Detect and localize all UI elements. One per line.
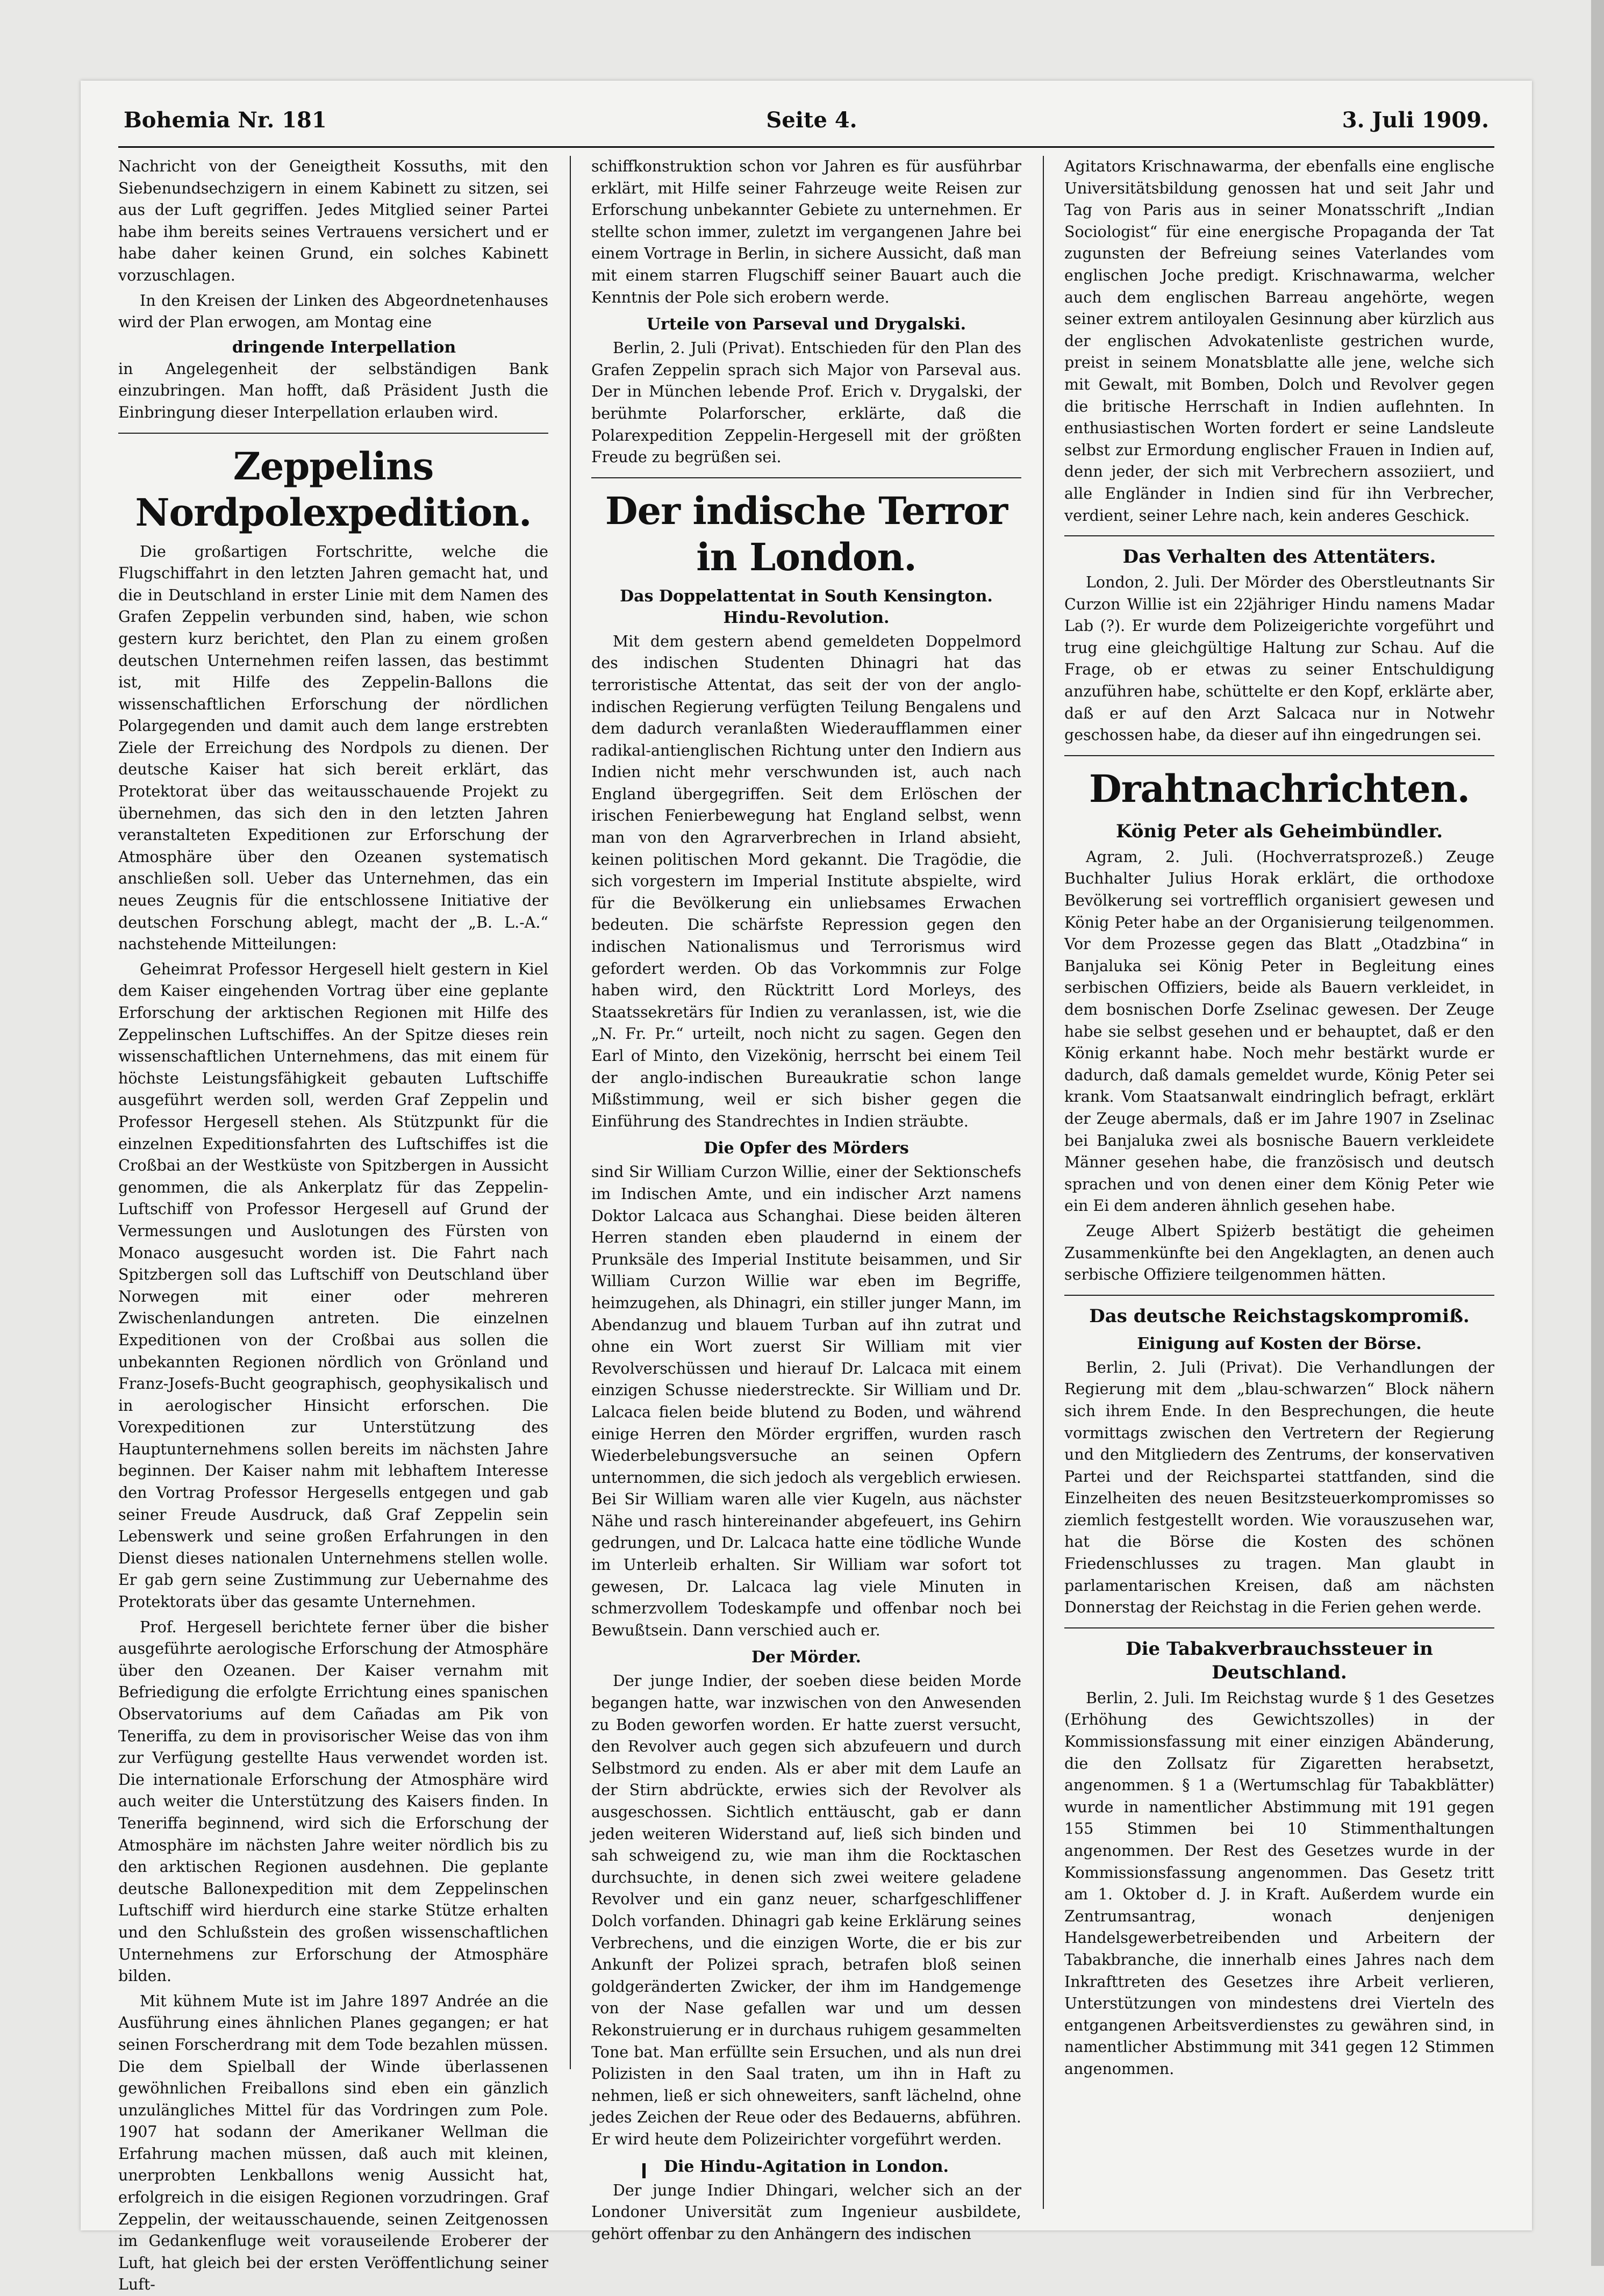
section-rule <box>118 433 548 434</box>
paragraph: Berlin, 2. Juli (Privat). Die Verhandlungen der Regierung mit dem „blau-schwarzen“ Block nähern sich ihrem Ende. In den Besprechungen, die heute vormittags zwischen den Vertretern der Regierung und den Mitgliedern des Zentrums, der konservativen Partei und der Reichspartei stattfanden, sind die Einzelheiten des neuen Besitzsteuerkompromisses so ziemlich festgestellt worden. Wie vorauszusehen war, hat die Börse die Kosten des schönen Friedenschlusses zu tragen. Man glaubt in parlamentarischen Kreisen, daß am nächsten Donnerstag der Reichstag in die Ferien gehen werde. <box>1064 1358 1494 1617</box>
issue-date: 3. Juli 1909. <box>1342 107 1489 133</box>
subheading: Das Verhalten des Attentäters. <box>1122 546 1436 568</box>
section-rule <box>591 477 1021 478</box>
paragraph: Nachricht von der Geneigtheit Kossuths, mit den Siebenundsechzigern in einem Kabinett zu sitzen, sei aus der Luft gegriffen. Jedes Mitglied seiner Partei habe ihm bereits seines Vertrauens versichert und er habe daher keinen Grund, ein solches Kabinett vorzuschlagen. <box>118 157 548 284</box>
paragraph: Mit dem gestern abend gemeldeten Doppelmord des indischen Studenten Dhinagri hat das terroristische Attentat, das seit der von der anglo-indischen Regierung verfügten Teilung Bengalens und dem dadurch veranlaßten Wiederaufflammen einer radikal-antienglischen Richtung unter den Indiern aus Indien nicht mehr verschwunden ist, auch nach England übergegriffen. Seit dem Erlöschen der irischen Fenierbewegung hat England selbst, wenn man von den Agrarverbrechen in Irland absieht, keinen politischen Mord gekannt. Die Tragödie, die sich vorgestern im Imperial Institute abspielte, wird für die Bevölkerung ein unliebsames Erwachen bedeuten. Die schärfste Repression gegen den indischen Nationalismus und Terrorismus wird gefordert werden. Ob das Vorkommnis zur Folge haben wird, den Rücktritt Lord Morleys, des Staatssekretärs für Indien zu veranlassen, ist, wie die „N. Fr. Pr.“ urteilt, noch nicht zu sagen. Gegen den Earl of Minto, den Vizekönig, herrscht bei einem Teil der anglo-indischen Bureaukratie schon lange Mißstimmung, weil er sich bisher gegen die Einführung des Standrechtes in Indien sträubte. <box>591 632 1021 1130</box>
paragraph: schiffkonstruktion schon vor Jahren es für ausführbar erklärt, mit Hilfe seiner Fahrzeuge weite Reisen zur Erforschung unbekannter Gebiete zu unternehmen. Er stellte schon immer, zuletzt im vergangenen Jahre bei einem Vortrage in Berlin, in sichere Aussicht, daß man mit einem starren Flugschiff seiner Bauart auch die Kenntnis der Pole sich erobern werde. <box>591 157 1021 306</box>
section-rule <box>1064 1627 1494 1628</box>
column-3 <box>1064 156 1494 2198</box>
paragraph: Mit kühnem Mute ist im Jahre 1897 Andrée an die Ausführung eines ähnlichen Planes gegangen; er hat seinen Forscherdrang mit dem Tode bezahlen müssen. Die dem Spielball der Winde überlassenen gewöhnlichen Freiballons sind eben ein gänzlich unzulängliches Mittel für das Vordringen zum Pole. 1907 hat sodann der Amerikaner Wellman die Erfahrung machen müssen, daß auch mit kleinen, unerprobten Lenkballons wenig Aussicht hat, erfolgreich in die eisigen Regionen vorzudringen. Graf Zeppelin, der weitausschauende, seinen Zeitgenossen im Gedankenfluge weit vorauseilende Eroberer der Luft, hat gleich bei der ersten Veröffentlichung seiner Luft- <box>118 1992 548 2294</box>
headline-indian-terror: Der indische Terror in London. <box>605 488 1008 579</box>
paragraph: Die großartigen Fortschritte, welche die Flugschiffahrt in den letzten Jahren gemacht hat, und die in Deutschland in erster Linie mit dem Namen des Grafen Zeppelin verbunden sind, haben, wie schon gestern kurz berichtet, den Plan zu einem großen deutschen Unternehmen reifen lassen, das bestimmt ist, mit Hilfe des Zeppelin-Ballons die wissenschaftlichen Erforschung der nördlichen Polargegenden und damit auch dem lange erstrebten Ziele der Erreichung des Nordpols zu dienen. Der deutsche Kaiser hat sich bereit erklärt, das Protektorat über das weitausschauende Projekt zu übernehmen, das sich den in den letzten Jahren veranstalteten Expeditionen zur Erforschung der Atmosphäre über den Ozeanen systematisch anschließen soll. Ueber das Unternehmen, das ein neues Zeugnis für die entschlossene Initiative der deutschen Forschung ablegt, macht der „B. L.-A.“ nachstehende Mitteilungen: <box>118 542 548 953</box>
section-rule <box>1064 535 1494 536</box>
page-header <box>124 107 1489 145</box>
paragraph: sind Sir William Curzon Willie, einer der Sektionschefs im Indischen Amte, und ein indischer Arzt namens Doktor Lalcaca aus Schanghai. Diese beiden älteren Herren standen eben plaudernd in einem der Prunksäle des Imperial Institute beisammen, und Sir William Curzon Willie war eben im Begriffe, heimzugehen, als Dhinagri, ein stiller junger Mann, im Abendanzug und blauem Turban auf ihn zutrat und ohne ein Wort zuerst Sir William mit vier Revolverschüssen und hierauf Dr. Lalcaca mit einem einzigen Schusse niederstreckte. Sir William und Dr. Lalcaca fielen beide blutend zu Boden, und während einige Herren den Mörder ergriffen, wurden rasch Wiederbelebungsversuche an seinen Opfern unternommen, die sich jedoch als vergeblich erwiesen. Bei Sir William waren alle vier Kugeln, aus nächster Nähe und rasch hintereinander abgefeuert, ins Gehirn gedrungen, und Dr. Lalcaca hatte eine tödliche Wunde im Unterleib erhalten. Sir William war sofort tot gewesen, Dr. Lalcaca lag viele Minuten in schmerzvollem Todeskampfe und offenbar noch bei Bewußtsein. Dann verschied auch er. <box>591 1163 1021 1639</box>
subheading: Die Tabakverbrauchssteuer in Deutschland. <box>1126 1638 1433 1683</box>
paragraph: London, 2. Juli. Der Mörder des Oberstleutnants Sir Curzon Willie ist ein 22jähriger Hindu namens Madar Lab (?). Er wurde dem Polizeigerichte vorgeführt und trug eine gleichgültige Haltung zur Schau. Auf die Frage, ob er etwas zu seiner Entschuldigung anzuführen habe, schüttelte er den Kopf, erklärte aber, daß er auf den Arzt Salcaca nur in Notwehr geschossen habe, da dieser auf ihn eingedrungen sei. <box>1064 573 1494 744</box>
issue-number: Bohemia Nr. 181 <box>124 107 327 133</box>
paragraph: Geheimrat Professor Hergesell hielt gestern in Kiel dem Kaiser eingehenden Vortrag über eine geplante Erforschung der arktischen Regionen mit Hilfe des Zeppelinschen Luftschiffes. An der Spitze dieses rein wissenschaftlichen Unternehmens, das mit einem für höchste Leistungsfähigkeit gebauten Luftschiffe ausgeführt werden soll, werden Graf Zeppelin und Professor Hergesell stehen. Als Stützpunkt für die einzelnen Expeditionsfahrten des Luftschiffes ist die Croßbai an der Westküste von Spitzbergen in Aussicht genommen, die als Ankerplatz für das Zeppelin-Luftschiff von Professor Hergesell auf Grund der Vermessungen und Auslotungen des Fürsten von Monaco ausgesucht worden ist. Die Fahrt nach Spitzbergen soll das Luftschiff von Deutschland über Norwegen mit einer oder mehreren Zwischenlandungen antreten. Die einzelnen Expeditionen von der Croßbai aus sollen die unbekannten Regionen nördlich von Grönland und Franz-Josefs-Bucht geographisch, geophysikalisch und in aerologischer Hinsicht erforschen. Die Vorexpeditionen zur Unterstützung des Hauptunternehmens sollen bereits im nächsten Jahre beginnen. Der Kaiser nahm mit lebhaftem Interesse den Vortrag Professor Hergesells entgegen und gab seiner Freude Ausdruck, daß Graf Zeppelin sein Lebenswerk und seine großen Erfahrungen in den Dienst dieses nationalen Unternehmens stellen wolle. Er gab gern seine Zustimmung zur Uebernahme des Protektorats über das gesamte Unternehmen. <box>118 960 548 1611</box>
paragraph: Prof. Hergesell berichtete ferner über die bisher ausgeführte aerologische Erforschung der Atmosphäre über den Ozeanen. Der Kaiser vernahm mit Befriedigung die erfolgte Errichtung eines spanischen Observatoriums auf dem Cañadas am Pik von Teneriffa, zu dem in provisorischer Weise das von ihm zur Verfügung gestellte Haus verwendet worden ist. Die internationale Erforschung der Atmosphäre wird auch weiter die Unterstützung des Kaisers finden. In Teneriffa beginnend, wird sich die Erforschung der Atmosphäre im nächsten Jahre weiter nördlich bis zu den arktischen Regionen ausdehnen. Die geplante deutsche Ballonexpedition mit dem Zeppelinschen Luftschiff wird hierdurch eine starke Stütze erhalten und den Schlußstein des großen wissenschaftlichen Unternehmens zur Erforschung der Atmosphäre bilden. <box>118 1618 548 1985</box>
print-mark <box>642 2163 646 2178</box>
headline-wire-news: Drahtnachrichten. <box>1089 766 1470 811</box>
subheading: Das deutsche Reichstagskompromiß. <box>1089 1305 1470 1327</box>
paragraph: Zeuge Albert Spiżerb bestätigt die geheimen Zusammenkünfte bei den Angeklagten, an denen auch serbische Offiziere teilgenommen hätten. <box>1064 1222 1494 1284</box>
paragraph: Berlin, 2. Juli. Im Reichstag wurde § 1 des Gesetzes (Erhöhung des Gewichtszolles) in der Kommissionsfassung mit einer einzigen Abänderung, die den Zollsatz für Zigaretten herabsetzt, angenommen. § 1 a (Wertumschlag für Tabakblätter) wurde in namentlicher Abstimmung mit 191 gegen 155 Stimmen bei 10 Stimmenthaltungen angenommen. Der Rest des Gesetzes wurde in der Kommissionsfassung angenommen. Das Gesetz tritt am 1. Oktober d. J. in Kraft. Außerdem wurde ein Zentrumsantrag, wonach denjenigen Handelsgewerbetreibenden und Arbeitern der Tabakbranche, die innerhalb eines Jahres nach dem Inkrafttreten des Gesetzes ihre Arbeit verlieren, Unterstützungen von mindestens drei Vierteln des entgangenen Arbeitsverdienstes zu gewähren sind, in namentlicher Abstimmung mit 341 gegen 12 Stimmen angenommen. <box>1064 1689 1494 2078</box>
page-edge-shadow <box>1591 0 1604 2266</box>
column-1 <box>118 156 548 2294</box>
page-number: Seite 4. <box>766 107 857 133</box>
paragraph: Der junge Indier Dhingari, welcher sich an der Londoner Universität zum Ingenieur ausbildete, gehört offenbar zu den Anhängern des indischen <box>591 2181 1021 2243</box>
newspaper-page <box>81 81 1532 2294</box>
subheading: Einigung auf Kosten der Börse. <box>1137 1334 1422 1353</box>
column-divider <box>570 156 571 2069</box>
subheading: König Peter als Geheimbündler. <box>1115 820 1443 842</box>
paragraph: Berlin, 2. Juli (Privat). Entschieden für den Plan des Grafen Zeppelin sprach sich Major von Parseval aus. Der in München lebende Prof. Erich v. Drygalski, der berühmte Polarforscher, erklärte, daß die Polarexpedition Zeppelin-Hergesell mit der größten Freude zu begrüßen sei. <box>591 339 1021 467</box>
column-divider <box>1043 156 1044 2209</box>
section-rule <box>1064 1295 1494 1296</box>
subheading: dringende Interpellation <box>232 338 456 357</box>
paragraph: Agitators Krischnawarma, der ebenfalls eine englische Universitätsbildung genossen hat und seit Jahr und Tag von Paris aus in seiner Monatsschrift „Indian Sociologist“ für eine energische Propaganda der Tat zugunsten der Befreiung seines Vaterlandes vom englischen Joche predigt. Krischnawarma, welcher auch dem englischen Barreau angehörte, wegen seiner extrem antiloyalen Gesinnung aber kürzlich aus der englischen Advokatenliste gestrichen wurde, preist in seinem Monatsblatte alle jene, welche sich mit Gewalt, mit Bomben, Dolch und Revolver gegen die britische Herrschaft in Indien auflehnten. In enthusiastischen Worten fordert er seine Landsleute selbst zur Ermordung englischer Frauen in Indien auf, denn jeder, der sich mit Verbrechern assoziiert, und alle Engländer in Indien sind für ihn Verbrecher, verdient, seiner Lehre nach, kein anderes Geschick. <box>1064 157 1494 525</box>
paragraph: Der junge Indier, der soeben diese beiden Morde begangen hatte, war inzwischen von den Anwesenden zu Boden geworfen worden. Er hatte zuerst versucht, den Revolver auch gegen sich abzufeuern und durch Selbstmord zu enden. Als er aber mit dem Laufe an der Stirn abdrückte, erwies sich der Revolver als ausgeschossen. Sichtlich enttäuscht, gab er dann jeden weiteren Widerstand auf, ließ sich binden und sah schweigend zu, wie man ihm die Rocktaschen durchsuchte, in denen sich zwei weitere geladene Revolver und ein ganz neuer, scharfgeschliffener Dolch vorfanden. Dhinagri gab keine Erklärung seines Verbrechens, und die einzigen Worte, die er bis zur Ankunft der Polizei sprach, betrafen bloß seinen goldgeränderten Zwicker, der ihm im Handgemenge von der Nase gefallen war und um dessen Rekonstruierung er in durchaus ruhigem gesammelten Tone bat. Man erfüllte sein Ersuchen, und als nun drei Polizisten in den Saal traten, um ihn in Haft zu nehmen, ließ er sich ohneweiters, sanft lächelnd, ohne jedes Zeichen der Reue oder des Bedauerns, abführen. Er wird heute dem Polizeirichter vorgeführt werden. <box>591 1672 1021 2148</box>
header-rule <box>118 146 1494 148</box>
paragraph: Agram, 2. Juli. (Hochverratsprozeß.) Zeuge Buchhalter Julius Horak erklärt, die orthodoxe Bevölkerung sei vortrefflich organisiert gewesen und König Peter habe an der Organisierung teilgenommen. Vor dem Prozesse gegen das Blatt „Otadzbina“ in Banjaluka sei König Peter in Begleitung eines serbischen Offiziers, beide als Bauern verkleidet, in dem bosnischen Dorfe Zselinac gewesen. Der Zeuge habe sie selbst gesehen und er behauptet, daß er den König erkannt habe. Noch mehr bestärkt wurde er dadurch, daß damals gemeldet wurde, König Peter sei krank. Vom Staatsanwalt eindringlich befragt, erklärt der Zeuge abermals, daß er im Jahre 1907 in Zselinac bei Banjaluka zwei als bosnische Bauern verkleidete Männer gesehen habe, die französisch und deutsch sprachen und von denen einer dem König Peter wie ein Ei dem anderen ähnlich gesehen habe. <box>1064 848 1494 1215</box>
column-2 <box>591 156 1021 2243</box>
subheading: Die Hindu-Agitation in London. <box>663 2157 949 2176</box>
paragraph: In den Kreisen der Linken des Abgeordnetenhauses wird der Plan erwogen, am Montag eine <box>118 291 548 332</box>
headline-zeppelin: Zeppelins Nordpolexpedition. <box>135 443 532 535</box>
subheading: Das Doppelattentat in South Kensington. Hindu-Revolution. <box>620 586 993 627</box>
subheading: Der Mörder. <box>751 1648 861 1667</box>
subheading: Die Opfer des Mörders <box>704 1139 909 1158</box>
paragraph: in Angelegenheit der selbständigen Bank einzubringen. Man hofft, daß Präsident Justh die Einbringung dieser Interpellation erlauben wird. <box>118 360 548 421</box>
subheading: Urteile von Parseval und Drygalski. <box>646 315 966 334</box>
section-rule <box>1064 755 1494 756</box>
